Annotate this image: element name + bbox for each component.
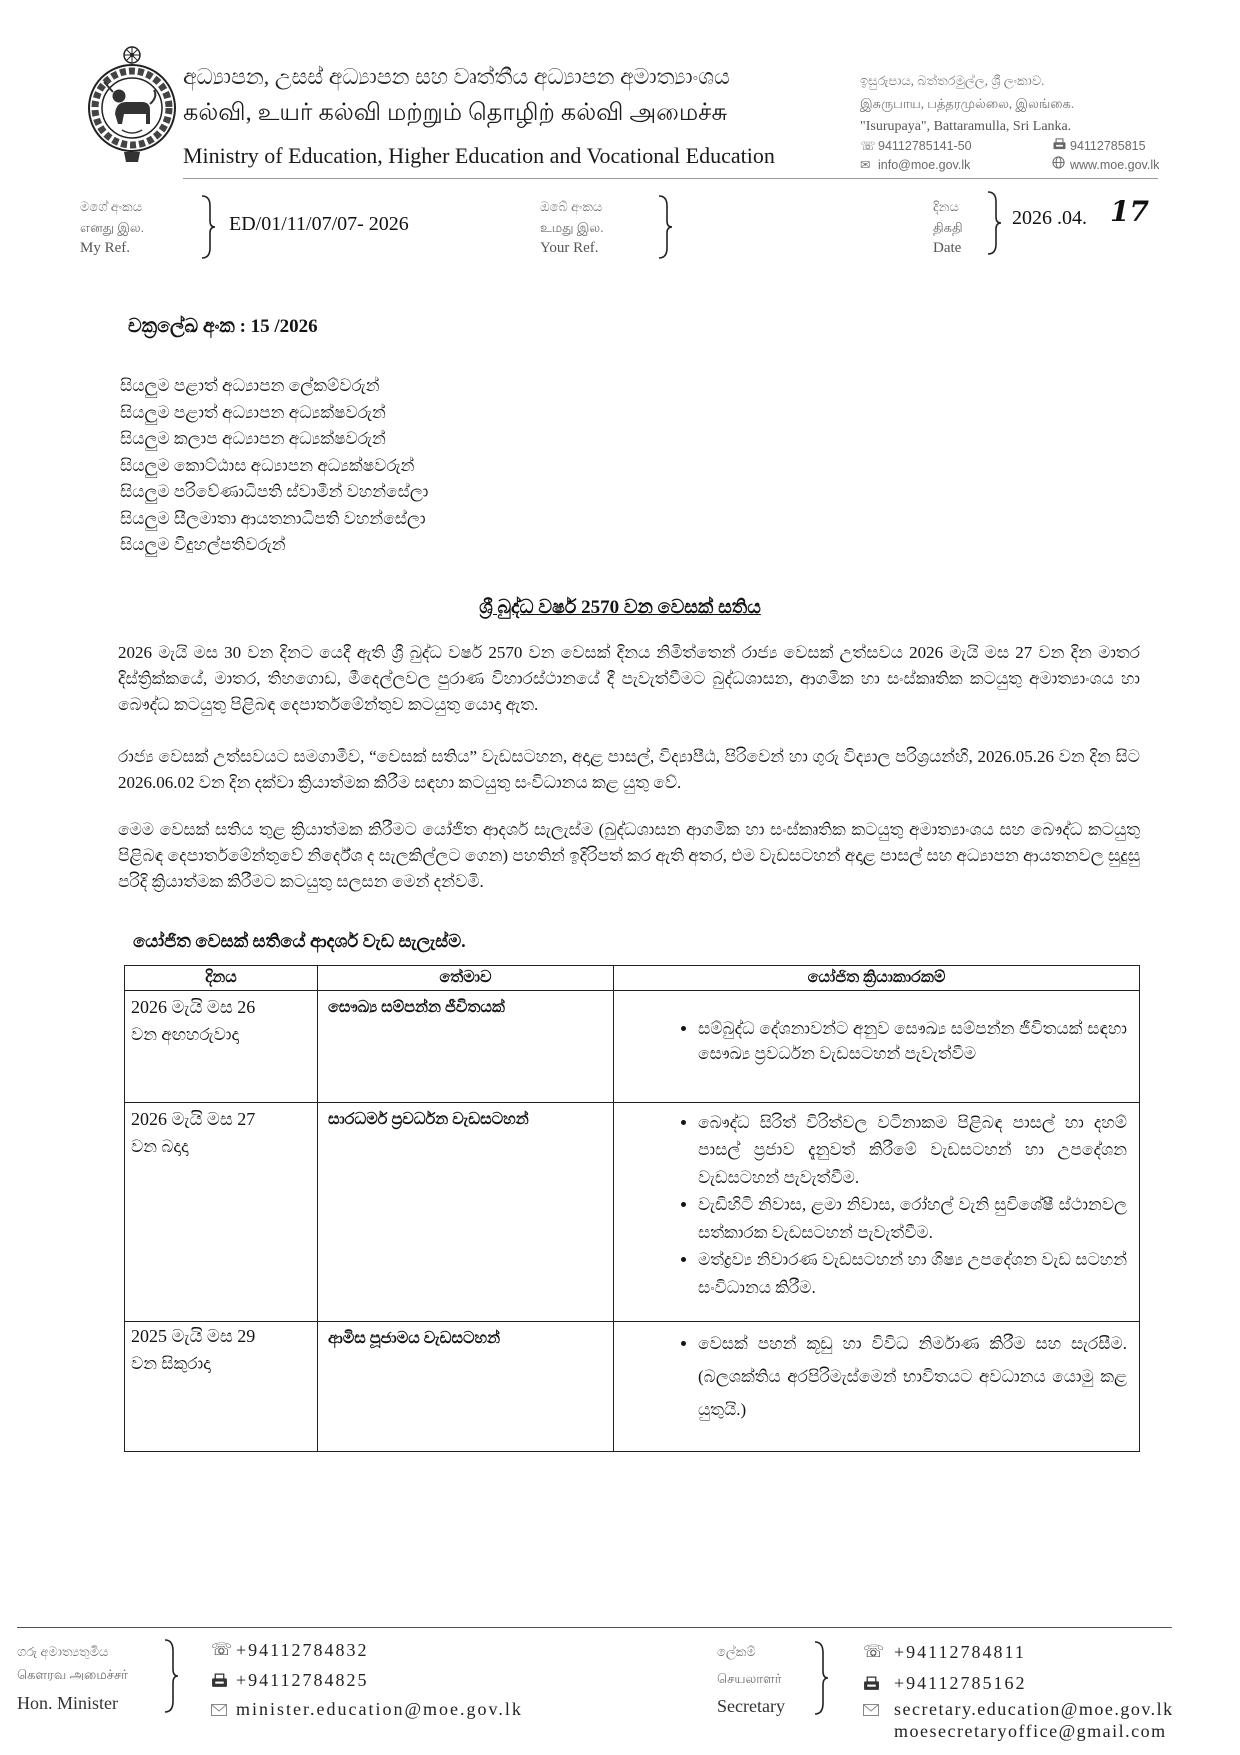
ministry-name-english: Ministry of Education, Higher Education and Vocational Education bbox=[183, 143, 775, 168]
ministry-name-sinhala: අධ්‍යාපන, උසස් අධ්‍යාපන සහ වෘත්තීය අධ්‍යාපන අමාත්‍යාංශය bbox=[183, 64, 730, 89]
circular-number: චක්‍රලේඛ අංක : 15 /2026 bbox=[128, 316, 318, 337]
email-icon bbox=[211, 1703, 227, 1721]
addressee: සියලුම කොට්ඨාස අධ්‍යාපන අධ්‍යක්ෂවරුන් bbox=[120, 455, 415, 475]
my-ref-label-ta: எனது இல. bbox=[80, 220, 144, 235]
column-header-activities: යෝජිත ක්‍රියාකාරකම් bbox=[614, 965, 1140, 990]
minister-label-en: Hon. Minister bbox=[17, 1693, 118, 1713]
minister-email: minister.education@moe.gov.lk bbox=[236, 1699, 523, 1719]
addressee: සියලුම පළාත් අධ්‍යාපන අධ්‍යක්ෂවරුන් bbox=[120, 402, 386, 422]
paragraph: රාජ්‍ය වෙසක් උත්සවයට සමගාමීව, “වෙසක් සතිය” වැඩසටහන, අදාළ පාසල්, විද්‍යාපීඨ, පිරිවෙන් හා ගුරු විද්‍යාල පරිශ්‍රයන්හි, 2026.05.26 වන දින සිට 2026.06.02 වන දින දක්වා ක්‍රියාත්මක කිරීම සඳහා කටයුතු සංවිධානය කළ යුතු වේ. bbox=[118, 746, 1140, 792]
brace-icon bbox=[986, 190, 1002, 261]
letterhead-divider bbox=[183, 178, 1158, 179]
date-cell bbox=[125, 1321, 318, 1451]
activity-item: • වැඩිහිටි නිවාස, ළමා නිවාස, රෝහල් වැනි සුවිශේෂී ස්ථානවල සත්කාරක වැඩසටහන් පැවැත්වීම. bbox=[698, 1191, 1127, 1246]
date-labels bbox=[933, 196, 963, 259]
footer-divider bbox=[17, 1627, 1172, 1628]
addressee: සියලුම සීලමාතා ආයතනාධිපති වහන්සේලා bbox=[120, 508, 426, 528]
my-ref-labels bbox=[80, 196, 144, 259]
my-ref-label-si: මගේ අංකය bbox=[80, 199, 142, 214]
address-sinhala: ඉසුරුපාය, බත්තරමුල්ල, ශ්‍රී ලංකාව. bbox=[860, 73, 1045, 88]
phone-icon: ☏ bbox=[211, 1640, 233, 1660]
activity-item: • මත්ද්‍රව්‍ය නිවාරණ වැඩසටහන් හා ශිෂ්‍ය උපදේශන වැඩ සටහන් සංවිධානය කිරීම. bbox=[698, 1246, 1127, 1301]
date-cell bbox=[125, 1102, 318, 1321]
date-label-ta: திகதி bbox=[933, 220, 963, 235]
activities-cell bbox=[614, 990, 1140, 1102]
date-cell bbox=[125, 990, 318, 1102]
activity-item: • වෙසක් පහන් කූඩු හා විවිධ නිර්මාණ කිරීම සහ සැරසීම. (බලශක්තිය අරපිරිමැස්මෙන් භාවිතයට අවධානය යොමු කළ යුතුයි.) bbox=[698, 1327, 1127, 1426]
date-label-en: Date bbox=[933, 240, 962, 256]
your-ref-label-en: Your Ref. bbox=[540, 240, 599, 256]
fax-icon bbox=[1052, 137, 1070, 155]
table-header-row bbox=[125, 965, 1140, 990]
your-ref-label-si: ඔබේ අංකය bbox=[540, 199, 603, 214]
table-row bbox=[125, 1321, 1140, 1451]
brace-icon bbox=[200, 194, 216, 265]
minister-fax: +94112784825 bbox=[236, 1670, 369, 1690]
vesak-week-plan-table bbox=[124, 965, 1140, 1452]
brace-icon bbox=[813, 1640, 829, 1721]
header-website-url: www.moe.gov.lk bbox=[1070, 158, 1160, 172]
column-header-date: දිනය bbox=[125, 965, 318, 990]
header-phone-number: 94112785141-50 bbox=[878, 139, 972, 153]
header-website bbox=[1052, 156, 1159, 174]
secretary-email: secretary.education@moe.gov.lk bbox=[894, 1699, 1174, 1719]
activity-item: • බෞද්ධ සිරිත් විරිත්වල වටිනාකම පිළිබඳ පාසල් හා දහම් පාසල් ප්‍රජාව දැනුවත් කිරීමේ වැඩසටහන් හා උපදේශන වැඩසටහන් පැවැත්වීම. bbox=[698, 1109, 1127, 1192]
brace-icon bbox=[163, 1638, 179, 1719]
your-ref-label-ta: உமது இல. bbox=[540, 220, 604, 235]
paragraph: මෙම වෙසක් සතිය තුළ ක්‍රියාත්මක කිරීමට යෝජිත ආදර්ශ සැලැස්ම (බුද්ධශාසන ආගමික හා සංස්කෘතික කටයුතු අමාත්‍යාංශය සහ බෞද්ධ කටයුතු පිළිබඳ දෙපාර්තමේන්තුවේ නිර්දේශ ද සැලකිල්ලට ගෙන) පහතින් ඉදිරිපත් කර ඇති අතර, එම වැඩසටහන් අදාළ පාසල් සහ අධ්‍යාපන ආයතනවල සුදුසු පරිදි ක්‍රියාත්මක කිරීමට කටයුතු සලසන මෙන් දන්වමි. bbox=[118, 819, 1140, 891]
date-label-si: දිනය bbox=[933, 199, 959, 214]
date-line: වන බදාදා bbox=[131, 1136, 189, 1156]
minister-label-si: ගරු අමාත්‍යතුමිය bbox=[17, 1644, 109, 1659]
date-line: 2026 මැයි මස 26 bbox=[131, 996, 256, 1017]
your-ref-labels bbox=[540, 196, 603, 259]
header-phone bbox=[860, 137, 972, 155]
brace-icon bbox=[657, 194, 673, 265]
my-ref-label-en: My Ref. bbox=[80, 240, 130, 256]
table-row bbox=[125, 1102, 1140, 1321]
email-icon: ✉ bbox=[860, 157, 871, 172]
phone-icon: ☏ bbox=[860, 138, 876, 153]
addressee: සියලුම පළාත් අධ්‍යාපන ලේකම්වරුන් bbox=[120, 376, 380, 395]
secretary-fax: +94112785162 bbox=[894, 1673, 1027, 1693]
fax-icon bbox=[211, 1673, 228, 1693]
sri-lanka-emblem-icon bbox=[84, 44, 180, 164]
minister-label-ta: கௌரவ அமைச்சர் bbox=[17, 1667, 128, 1682]
addressee-list bbox=[120, 373, 1140, 559]
minister-phone: +94112784832 bbox=[236, 1640, 369, 1660]
header-email-address: info@moe.gov.lk bbox=[878, 158, 971, 172]
date-line: 2026 මැයි මස 27 bbox=[131, 1108, 256, 1129]
addressee: සියලුම විදුහල්පතිවරුන් bbox=[120, 535, 286, 554]
circular-title: ශ්‍රී බුද්ධ වර්ෂ 2570 වන වෙසක් සතිය bbox=[479, 596, 761, 618]
date-value: 2026 .04. bbox=[1012, 207, 1087, 229]
activities-cell bbox=[614, 1321, 1140, 1451]
secretary-label-en: Secretary bbox=[717, 1696, 785, 1716]
theme-cell: ආමිස පූජාමය වැඩසටහන් bbox=[318, 1321, 614, 1451]
header-email bbox=[860, 156, 970, 174]
secretary-phone: +94112784811 bbox=[894, 1642, 1026, 1662]
secretary-label-si: ලේකම් bbox=[717, 1644, 756, 1659]
addressee: සියලුම පරිවේණාධිපති ස්වාමීන් වහන්සේලා bbox=[120, 482, 429, 501]
circular-body bbox=[118, 312, 1140, 1544]
activity-item: • සම්බුද්ධ දේශනාවන්ට අනුව සෞඛ්‍ය සම්පන්න ජීවිතයක් සඳහා සෞඛ්‍ය ප්‍රවර්ධන වැඩසටහන් පැවැත්වීම bbox=[698, 1016, 1127, 1066]
plan-heading: යෝජිත වෙසක් සතියේ ආදර්ශ වැඩ සැලැස්ම. bbox=[133, 930, 466, 951]
address-english: "Isurupaya", Battaramulla, Sri Lanka. bbox=[860, 119, 1072, 134]
ministry-name-tamil: கல்வி, உயர் கல்வி மற்றும் தொழிற் கல்வி அமைச்சு bbox=[183, 100, 728, 126]
addressee: සියලුම කලාප අධ්‍යාපන අධ්‍යක්ෂවරුන් bbox=[120, 429, 386, 448]
theme-cell: සෞඛ්‍ය සම්පන්න ජීවිතයක් bbox=[318, 990, 614, 1102]
paragraph: 2026 මැයි මස 30 වන දිනට යෙදී ඇති ශ්‍රී බුද්ධ වර්ෂ 2570 වන වෙසක් දිනය නිමිත්තෙන් රාජ්‍ය වෙසක් උත්සවය 2026 මැයි මස 27 වන දින මාතර දිස්ත්‍රික්කයේ, මාතර, තිහගොඩ, මීදෙල්ලවල පුරාණ විහාරස්ථානයේ දී පැවැත්වීමට බුද්ධශාසන, ආගමික හා සංස්කෘතික කටයුතු අමාත්‍යාංශය හා බෞද්ධ කටයුතු පිළිබඳ දෙපාර්තමේන්තුව කටයුතු යොදා ඇත. bbox=[118, 642, 1140, 714]
email-icon bbox=[863, 1703, 879, 1721]
secretary-email-alt: moesecretaryoffice@gmail.com bbox=[894, 1721, 1167, 1741]
header-fax-number: 94112785815 bbox=[1070, 139, 1146, 153]
table-row bbox=[125, 990, 1140, 1102]
address-tamil: இசுருபாய, பத்தரமுல்லை, இலங்கை. bbox=[860, 96, 1075, 111]
phone-icon: ☏ bbox=[863, 1642, 885, 1662]
date-line: වන සිකුරාදා bbox=[131, 1353, 211, 1373]
column-header-theme: තේමාව bbox=[318, 965, 614, 990]
date-line: වන අඟහරුවාදා bbox=[131, 1024, 240, 1044]
secretary-label-ta: செயலாளர் bbox=[717, 1671, 782, 1686]
my-ref-value: ED/01/11/07/07- 2026 bbox=[229, 213, 409, 235]
date-line: 2025 මැයි මස 29 bbox=[131, 1325, 256, 1346]
date-handwritten-day: 17 bbox=[1110, 196, 1149, 228]
header-fax bbox=[1052, 137, 1146, 155]
theme-cell: සාරධර්ම ප්‍රවර්ධන වැඩසටහන් bbox=[318, 1102, 614, 1321]
globe-icon bbox=[1052, 156, 1070, 174]
fax-icon bbox=[863, 1676, 880, 1696]
activities-cell bbox=[614, 1102, 1140, 1321]
